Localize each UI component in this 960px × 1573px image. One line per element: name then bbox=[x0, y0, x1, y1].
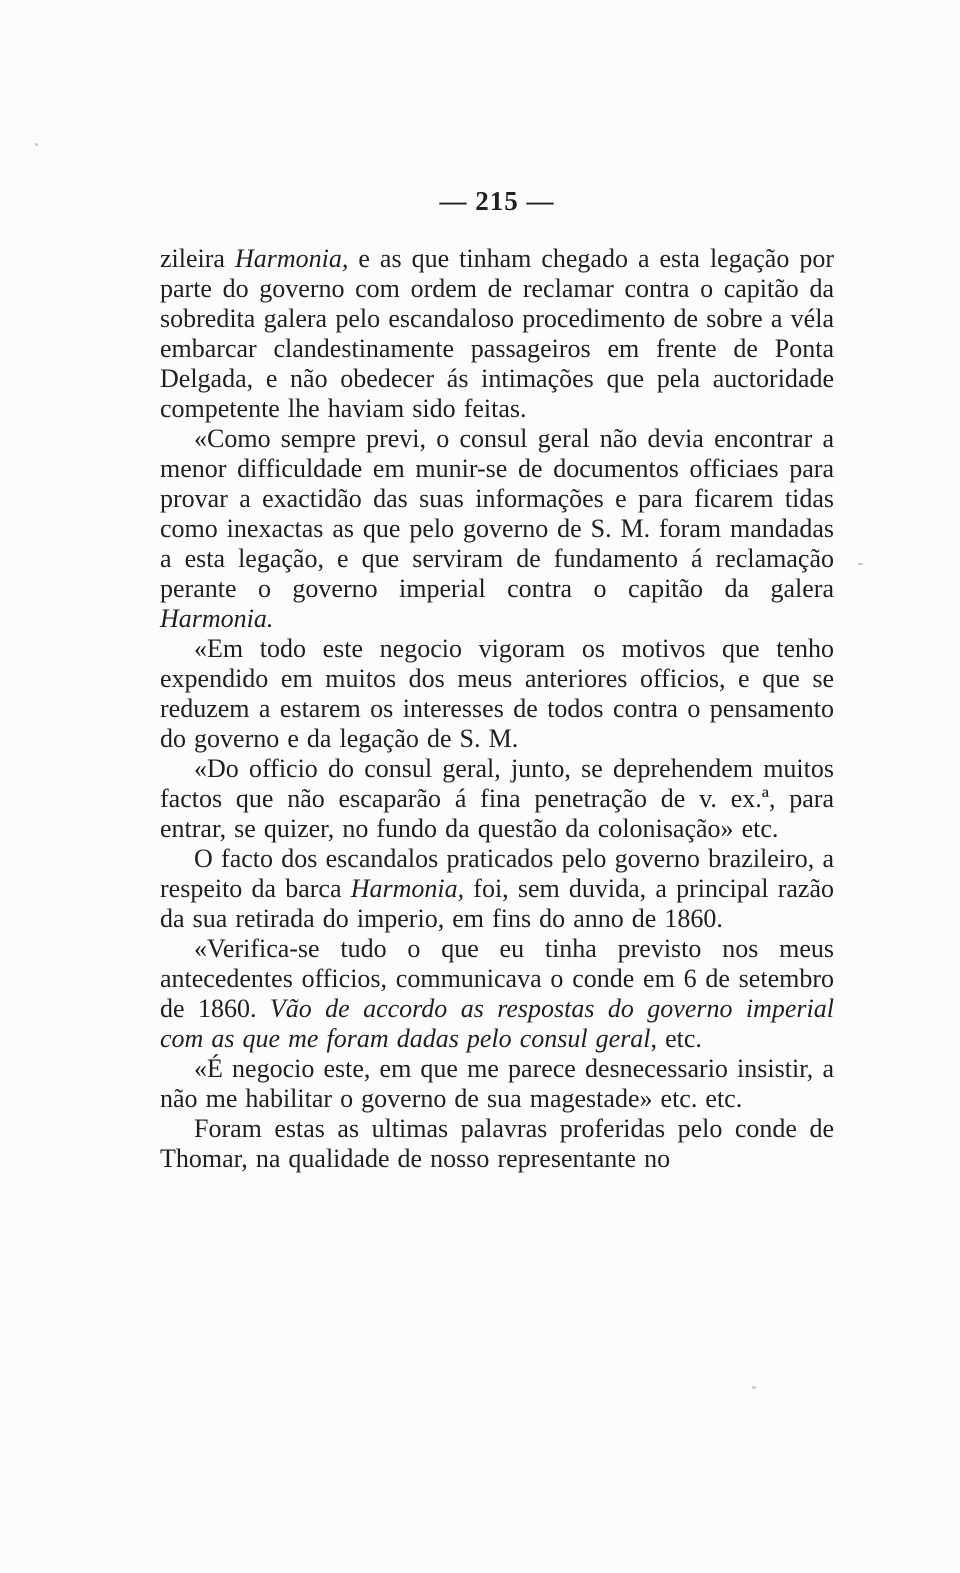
italic-text-run: Harmonia, bbox=[350, 874, 465, 903]
text-run: foi, sem duvida, a principal razão da sua retirada do imperio, em fins do anno de 1860. bbox=[160, 874, 834, 933]
text-run: «Verifica-se tudo o que eu tinha previsto nos meus antecedentes officios, communicava o conde em 6 de setembro de 1860. bbox=[160, 934, 834, 1023]
paragraph bbox=[160, 754, 834, 844]
text-run: zileira bbox=[160, 244, 235, 273]
text-run: «Do officio do consul geral, junto, se deprehendem muitos factos que não escaparão á fina penetração de v. ex.ª, para entrar, se quizer, no fundo da questão da colonisação» etc. bbox=[160, 754, 834, 843]
text-run: «Em todo este negocio vigoram os motivos que tenho expendido em muitos dos meus anteriores officios, e que se reduzem a estarem os interesses de todos contra o pensamento do governo e da legação de S. M. bbox=[160, 634, 834, 753]
text-run: «É negocio este, em que me parece desnecessario insistir, a não me habilitar o governo de sua magestade» etc. etc. bbox=[160, 1054, 834, 1113]
paragraph bbox=[160, 1054, 834, 1114]
text-run: Foram estas as ultimas palavras proferidas pelo conde de Thomar, na qualidade de nosso representante no bbox=[160, 1114, 834, 1173]
paragraph bbox=[160, 244, 834, 424]
scan-speck bbox=[858, 563, 863, 565]
page-number: — 215 — bbox=[439, 186, 555, 216]
text-run: , etc. bbox=[650, 1024, 702, 1053]
text-run: e as que tinham chegado a esta legação por parte do governo com ordem de reclamar contra o capitão da sobredita galera pelo escandaloso procedimento de sobre a véla embarcar clandestinamente passageiros em frente de Ponta Delgada, e não obedecer ás intimações que pela auctoridade competente lhe haviam sido feitas. bbox=[160, 244, 834, 423]
text-block bbox=[160, 244, 834, 1174]
italic-text-run: Vão de accordo as respostas do governo imperial com as que me foram dadas pelo consul geral bbox=[160, 994, 834, 1053]
scan-speck bbox=[752, 1386, 756, 1389]
italic-text-run: Harmonia, bbox=[234, 244, 349, 273]
paragraph bbox=[160, 844, 834, 934]
scan-speck bbox=[35, 143, 38, 146]
paragraph bbox=[160, 934, 834, 1054]
paragraph bbox=[160, 634, 834, 754]
text-run: «Como sempre previ, o consul geral não devia encontrar a menor difficuldade em munir-se de documentos officiaes para provar a exactidão das suas informações e para ficarem tidas como inexactas as que pelo governo de S. M. foram mandadas a esta legação, e que serviram de fundamento á reclamação perante o governo imperial contra o capitão da galera bbox=[160, 424, 834, 603]
text-run: O facto dos escandalos praticados pelo governo brazileiro, a respeito da barca bbox=[160, 844, 834, 903]
italic-text-run: Harmonia. bbox=[160, 604, 274, 633]
paragraph bbox=[160, 1114, 834, 1174]
paragraph bbox=[160, 424, 834, 634]
